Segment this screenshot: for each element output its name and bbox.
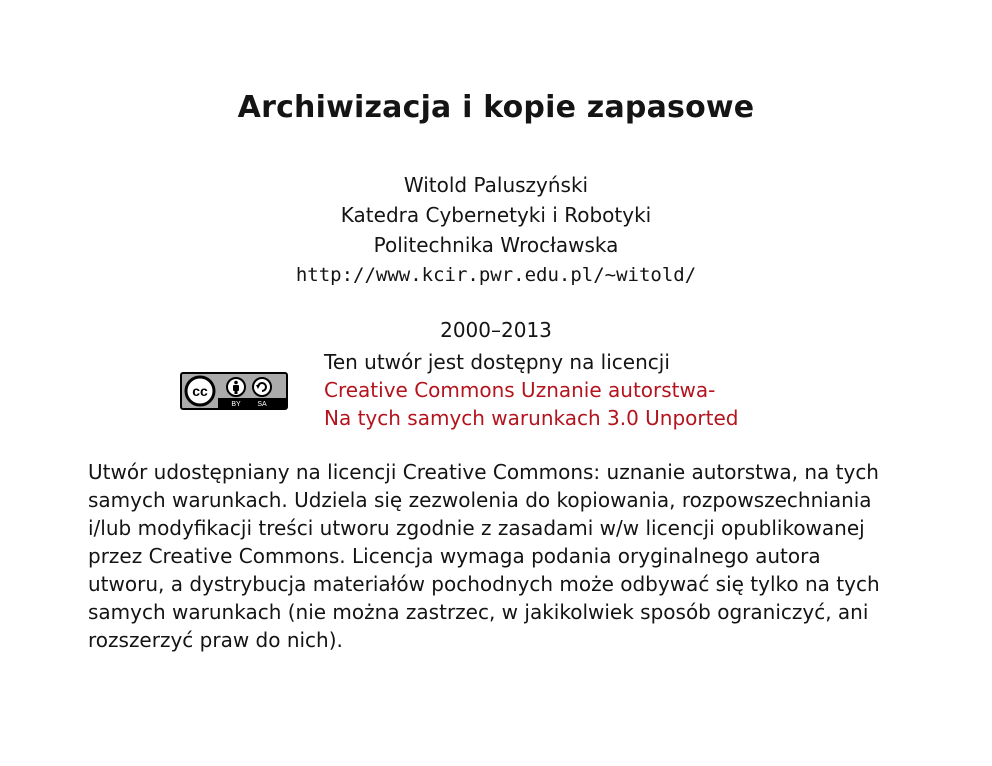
body-line: rozszerzyć praw do nich).: [88, 628, 343, 652]
license-link-line2[interactable]: Na tych samych warunkach 3.0 Unported: [324, 406, 739, 430]
license-intro: Ten utwór jest dostępny na licencji: [324, 350, 670, 374]
cc-logo-text: cc: [192, 383, 208, 399]
author-university: Politechnika Wrocławska: [373, 233, 619, 257]
body-line: samych warunkach (nie można zastrzec, w jakikolwiek sposób ograniczyć, ani: [88, 600, 869, 624]
license-description: [88, 458, 904, 654]
body-line: i/lub modyfikacji treści utworu zgodnie z zasadami w/w licencji opublikowanej: [88, 516, 865, 540]
license-block: [324, 348, 738, 432]
body-line: samych warunkach. Udziela się zezwolenia do kopiowania, rozpowszechniania: [88, 488, 872, 512]
badge-by-label: BY: [231, 401, 241, 408]
author-block: [0, 170, 992, 290]
author-department: Katedra Cybernetyki i Robotyki: [340, 203, 652, 227]
sa-share-alike-icon: [253, 378, 271, 396]
page-title: Archiwizacja i kopie zapasowe: [237, 90, 755, 125]
years: 2000–2013: [440, 318, 552, 342]
body-line: utworu, a dystrybucja materiałów pochodnych może odbywać się tylko na tych: [88, 572, 880, 596]
body-line: Utwór udostępniany na licencji Creative Commons: uznanie autorstwa, na tych: [88, 460, 879, 484]
body-line: przez Creative Commons. Licencja wymaga podania oryginalnego autora: [88, 544, 821, 568]
badge-sa-label: SA: [257, 401, 267, 408]
cc-by-sa-badge-icon: [180, 372, 288, 410]
license-link-line1[interactable]: Creative Commons Uznanie autorstwa-: [324, 378, 716, 402]
author-name: Witold Paluszyński: [403, 173, 589, 197]
author-url: http://www.kcir.pwr.edu.pl/~witold/: [295, 264, 697, 286]
